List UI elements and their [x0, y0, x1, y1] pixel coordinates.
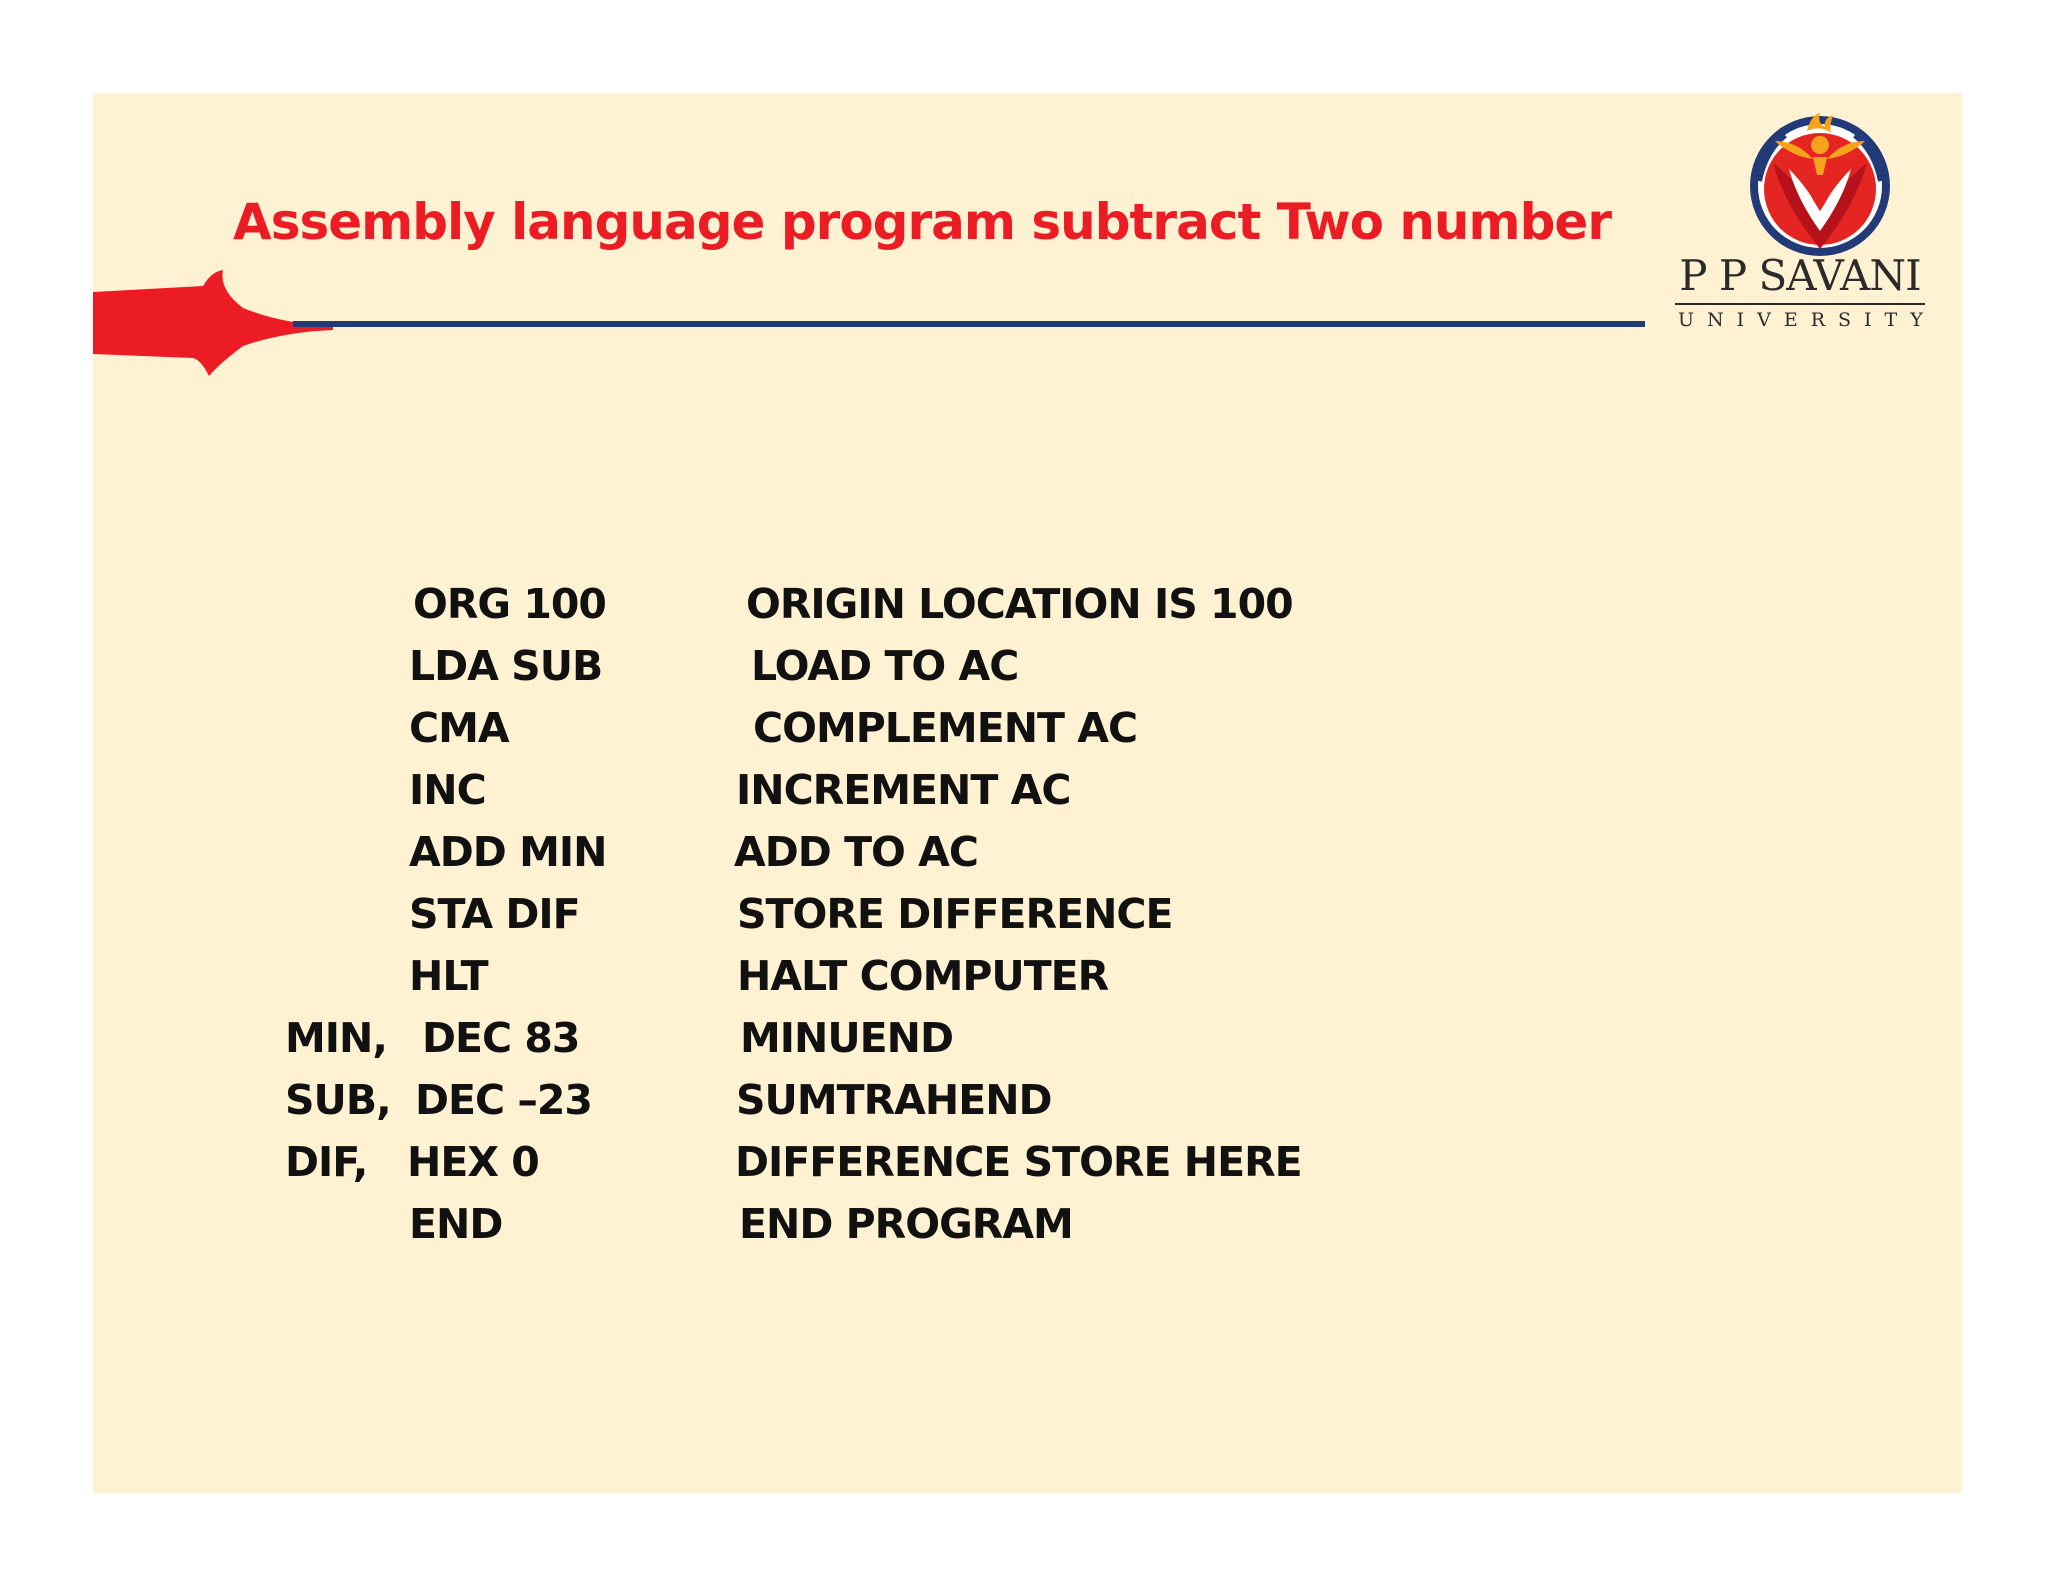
code-instruction: LDA SUB [409, 642, 603, 690]
logo-subtitle: UNIVERSITY [1678, 309, 1936, 331]
slide [93, 93, 1962, 1493]
code-line [285, 821, 1485, 883]
code-instruction: DEC 83 [422, 1014, 580, 1062]
code-instruction: CMA [409, 704, 509, 752]
code-comment: END PROGRAM [739, 1200, 1073, 1248]
code-comment: DIFFERENCE STORE HERE [735, 1138, 1302, 1186]
code-line [285, 1193, 1485, 1255]
code-line [285, 759, 1485, 821]
assembly-program [93, 93, 1962, 1493]
code-comment: STORE DIFFERENCE [737, 890, 1173, 938]
code-comment: HALT COMPUTER [737, 952, 1109, 1000]
code-instruction: END [409, 1200, 503, 1248]
code-line [285, 1007, 1485, 1069]
code-comment: ORIGIN LOCATION IS 100 [746, 580, 1293, 628]
code-instruction: DEC –23 [415, 1076, 592, 1124]
code-line [285, 635, 1485, 697]
code-label: SUB, [285, 1076, 391, 1124]
code-instruction: ORG 100 [413, 580, 606, 628]
code-instruction: INC [409, 766, 486, 814]
code-instruction: HLT [409, 952, 488, 1000]
code-instruction: HEX 0 [407, 1138, 539, 1186]
code-comment: SUMTRAHEND [736, 1076, 1052, 1124]
code-line [285, 573, 1485, 635]
code-comment: LOAD TO AC [751, 642, 1019, 690]
code-comment: ADD TO AC [734, 828, 978, 876]
code-line [285, 883, 1485, 945]
code-label: MIN, [285, 1014, 387, 1062]
code-instruction: STA DIF [409, 890, 580, 938]
code-line [285, 1069, 1485, 1131]
code-line [285, 697, 1485, 759]
slide-title: Assembly language program subtract Two number [233, 193, 1611, 251]
code-comment: MINUEND [740, 1014, 954, 1062]
code-line [285, 1131, 1485, 1193]
code-line [285, 945, 1485, 1007]
code-comment: COMPLEMENT AC [753, 704, 1138, 752]
logo-name: P P SAVANI [1679, 251, 1921, 300]
code-label: DIF, [285, 1138, 368, 1186]
code-instruction: ADD MIN [409, 828, 607, 876]
code-comment: INCREMENT AC [736, 766, 1071, 814]
